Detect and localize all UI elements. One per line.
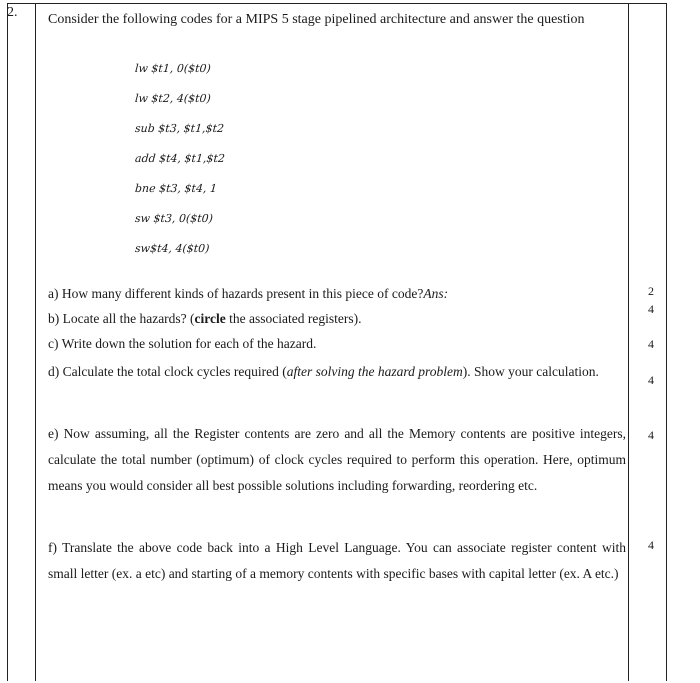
part-text: Locate all the hazards? ( — [62, 311, 195, 326]
part-text: ). Show your calculation. — [462, 364, 599, 379]
marks-d: 4 — [648, 373, 654, 387]
top-border — [7, 3, 667, 4]
part-label: f) — [48, 540, 57, 555]
part-text: Calculate the total clock cycles required ( — [62, 364, 287, 379]
part-b — [48, 306, 626, 332]
part-c — [48, 331, 626, 357]
code-line: sw$t4, 4($t0) — [134, 242, 210, 255]
part-label: c) — [48, 336, 59, 351]
part-label: e) — [48, 426, 59, 441]
code-line: lw $t2, 4($t0) — [134, 92, 212, 105]
right-border — [666, 3, 667, 681]
part-emphasis: after solving the hazard problem — [286, 364, 463, 379]
marks-a: 2 — [648, 284, 654, 298]
part-label: a) — [48, 286, 59, 301]
code-line: bne $t3, $t4, 1 — [134, 182, 218, 195]
part-text: Translate the above code back into a High Level Language. You can associate register content with small letter (ex. a etc) and starting of a memory contents with specific bases with capital letter (ex. A etc.) — [48, 540, 626, 581]
part-label: d) — [48, 364, 60, 379]
marks-e: 4 — [648, 428, 654, 442]
marks-f: 4 — [648, 538, 654, 552]
part-text: the associated registers). — [225, 311, 362, 326]
code-line: sub $t3, $t1,$t2 — [134, 122, 225, 135]
left-border — [7, 3, 8, 681]
part-emphasis: circle — [194, 311, 226, 326]
part-f — [48, 535, 626, 587]
part-d — [48, 358, 626, 385]
number-column-divider — [35, 3, 36, 681]
part-e — [48, 421, 626, 499]
marks-column-divider — [628, 3, 629, 681]
code-line: add $t4, $t1,$t2 — [134, 152, 226, 165]
marks-b: 4 — [648, 302, 654, 316]
marks-c: 4 — [648, 337, 654, 351]
part-text: Write down the solution for each of the hazard. — [61, 336, 317, 351]
code-line: lw $t1, 0($t0) — [134, 62, 212, 75]
part-text: Now assuming, all the Register contents are zero and all the Memory contents are positive integers, calculate the total number (optimum) of clock cycles required to perform this operation. Here, optimum means you would consider all best possible solutions including forwarding, reordering etc. — [48, 426, 627, 493]
answer-label: Ans: — [423, 286, 449, 301]
part-label: b) — [48, 311, 60, 326]
question-prompt: Consider the following codes for a MIPS 5 stage pipelined architecture and answer the question — [48, 12, 585, 27]
part-a — [48, 281, 626, 307]
code-line: sw $t3, 0($t0) — [134, 212, 214, 225]
question-number: 2. — [7, 5, 18, 20]
part-text: How many different kinds of hazards present in this piece of code? — [61, 286, 424, 301]
